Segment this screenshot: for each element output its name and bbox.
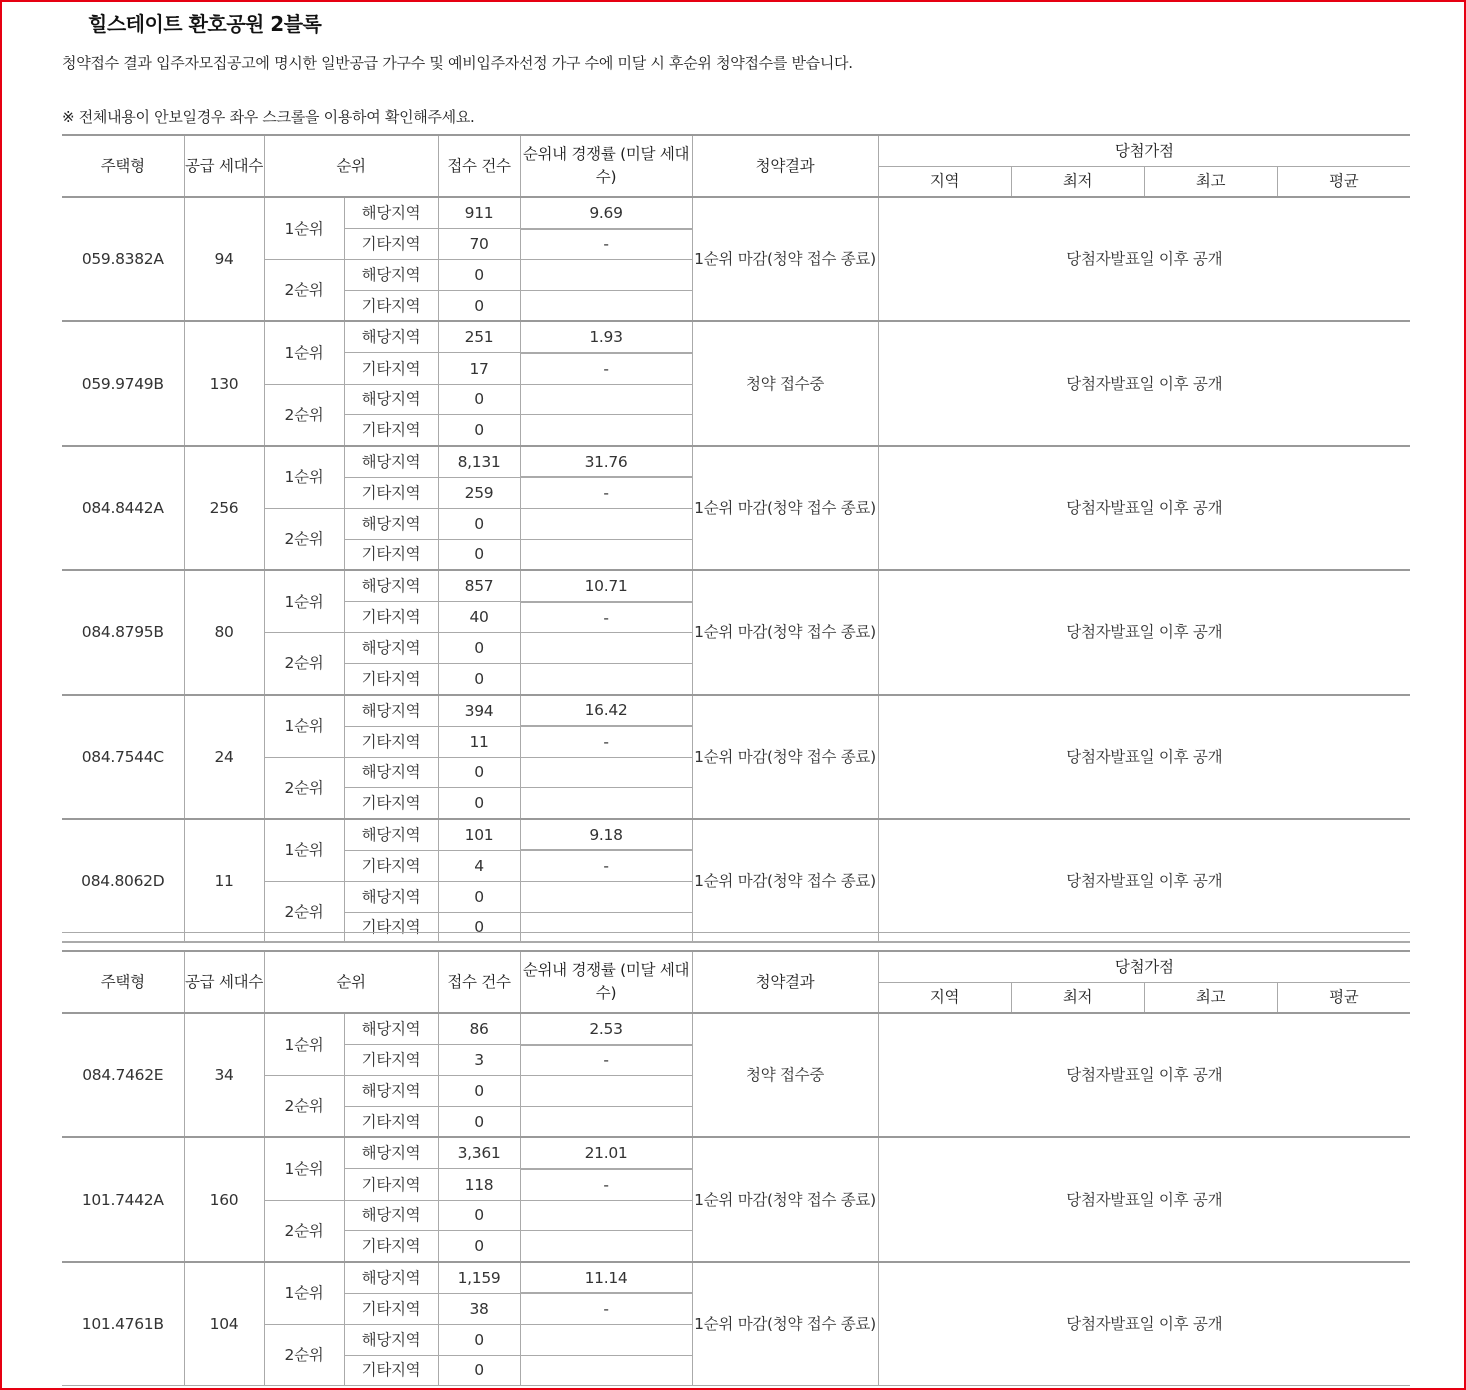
count-cell: 0 — [438, 757, 520, 788]
table-row — [62, 819, 1410, 851]
competition-rate-cell — [520, 1076, 692, 1107]
rank-1-label: 1순위 — [264, 570, 344, 633]
housing-type-cell: 084.7544C — [62, 695, 184, 819]
header-rank: 순위 — [264, 951, 438, 1013]
competition-rate-cell: - — [520, 1045, 692, 1076]
rank-1-label: 1순위 — [264, 446, 344, 509]
supply-units-cell: 80 — [184, 570, 264, 694]
competition-rate-cell: - — [520, 1293, 692, 1324]
rank-2-label: 2순위 — [264, 882, 344, 943]
result-cell: 1순위 마감(청약 접수 종료) — [692, 1262, 878, 1386]
region-local-label: 해당지역 — [344, 1076, 438, 1107]
region-local-label: 해당지역 — [344, 508, 438, 539]
competition-rate-cell — [520, 384, 692, 415]
count-cell: 8,131 — [438, 446, 520, 478]
score-pending-cell: 당첨자발표일 이후 공개 — [878, 1262, 1410, 1386]
rank-2-label: 2순위 — [264, 1200, 344, 1262]
table-row — [62, 695, 1410, 727]
region-other-label: 기타지역 — [344, 477, 438, 508]
count-cell: 0 — [438, 539, 520, 570]
header-result: 청약결과 — [692, 951, 878, 1013]
count-cell: 0 — [438, 912, 520, 943]
count-cell: 40 — [438, 602, 520, 633]
result-cell: 1순위 마감(청약 접수 종료) — [692, 446, 878, 570]
count-cell: 0 — [438, 1355, 520, 1386]
competition-rate-cell — [520, 1106, 692, 1137]
header-rate: 순위내 경쟁률 (미달 세대수) — [520, 135, 692, 197]
count-cell: 3,361 — [438, 1137, 520, 1169]
count-cell: 1,159 — [438, 1262, 520, 1294]
count-cell: 86 — [438, 1013, 520, 1045]
scroll-note: ※ 전체내용이 안보일경우 좌우 스크롤을 이용하여 확인해주세요. — [62, 108, 475, 126]
page-title: 힐스테이트 환호공원 2블록 — [88, 12, 322, 36]
result-cell: 청약 접수중 — [692, 321, 878, 445]
competition-rate-cell: 10.71 — [520, 570, 692, 602]
housing-type-cell: 084.8062D — [62, 819, 184, 943]
count-cell: 394 — [438, 695, 520, 727]
supply-units-cell: 24 — [184, 695, 264, 819]
table-row — [62, 1013, 1410, 1045]
count-cell: 11 — [438, 726, 520, 757]
results-table-1 — [62, 134, 1410, 943]
header-region: 지역 — [878, 167, 1011, 198]
result-cell: 청약 접수중 — [692, 1013, 878, 1137]
header-count: 접수 건수 — [438, 135, 520, 197]
region-other-label: 기타지역 — [344, 1231, 438, 1262]
count-cell: 0 — [438, 1324, 520, 1355]
region-local-label: 해당지역 — [344, 882, 438, 913]
rank-2-label: 2순위 — [264, 508, 344, 570]
score-pending-cell: 당첨자발표일 이후 공개 — [878, 819, 1410, 943]
competition-rate-cell: - — [520, 726, 692, 757]
region-other-label: 기타지역 — [344, 539, 438, 570]
region-local-label: 해당지역 — [344, 384, 438, 415]
rank-1-label: 1순위 — [264, 695, 344, 758]
region-other-label: 기타지역 — [344, 1045, 438, 1076]
header-rate: 순위내 경쟁률 (미달 세대수) — [520, 951, 692, 1013]
competition-rate-cell — [520, 508, 692, 539]
competition-rate-cell — [520, 633, 692, 664]
table-row — [62, 1137, 1410, 1169]
competition-rate-cell: 11.14 — [520, 1262, 692, 1294]
count-cell: 0 — [438, 663, 520, 694]
score-pending-cell: 당첨자발표일 이후 공개 — [878, 197, 1410, 321]
count-cell: 259 — [438, 477, 520, 508]
count-cell: 0 — [438, 788, 520, 819]
region-local-label: 해당지역 — [344, 1262, 438, 1294]
region-other-label: 기타지역 — [344, 1355, 438, 1386]
header-region: 지역 — [878, 983, 1011, 1014]
rank-1-label: 1순위 — [264, 819, 344, 882]
region-other-label: 기타지역 — [344, 415, 438, 446]
competition-rate-cell — [520, 788, 692, 819]
rank-2-label: 2순위 — [264, 1324, 344, 1385]
supply-units-cell: 34 — [184, 1013, 264, 1137]
header-count: 접수 건수 — [438, 951, 520, 1013]
region-local-label: 해당지역 — [344, 1137, 438, 1169]
region-other-label: 기타지역 — [344, 726, 438, 757]
region-other-label: 기타지역 — [344, 353, 438, 384]
competition-rate-cell: - — [520, 229, 692, 260]
count-cell: 38 — [438, 1293, 520, 1324]
competition-rate-cell: - — [520, 602, 692, 633]
housing-type-cell: 101.4761B — [62, 1262, 184, 1386]
competition-rate-cell — [520, 260, 692, 291]
region-local-label: 해당지역 — [344, 197, 438, 229]
header-result: 청약결과 — [692, 135, 878, 197]
description-text: 청약접수 결과 입주자모집공고에 명시한 일반공급 가구수 및 예비입주자선정 가구 수에 미달 시 후순위 청약접수를 받습니다. — [62, 54, 853, 72]
housing-type-cell: 084.7462E — [62, 1013, 184, 1137]
competition-rate-cell — [520, 1200, 692, 1231]
rank-1-label: 1순위 — [264, 1137, 344, 1200]
count-cell: 0 — [438, 508, 520, 539]
header-supply: 공급 세대수 — [184, 135, 264, 197]
region-other-label: 기타지역 — [344, 663, 438, 694]
count-cell: 17 — [438, 353, 520, 384]
score-pending-cell: 당첨자발표일 이후 공개 — [878, 1013, 1410, 1137]
competition-rate-cell: 2.53 — [520, 1013, 692, 1045]
region-other-label: 기타지역 — [344, 912, 438, 943]
result-cell: 1순위 마감(청약 접수 종료) — [692, 1137, 878, 1261]
competition-rate-cell — [520, 1231, 692, 1262]
table-row — [62, 446, 1410, 478]
supply-units-cell: 160 — [184, 1137, 264, 1261]
region-local-label: 해당지역 — [344, 695, 438, 727]
region-local-label: 해당지역 — [344, 1013, 438, 1045]
count-cell: 0 — [438, 1200, 520, 1231]
region-other-label: 기타지역 — [344, 850, 438, 881]
header-type: 주택형 — [62, 135, 184, 197]
count-cell: 0 — [438, 415, 520, 446]
rank-2-label: 2순위 — [264, 384, 344, 446]
table-row — [62, 197, 1410, 229]
competition-rate-cell: 1.93 — [520, 321, 692, 353]
rank-1-label: 1순위 — [264, 1013, 344, 1076]
score-pending-cell: 당첨자발표일 이후 공개 — [878, 321, 1410, 445]
count-cell: 0 — [438, 882, 520, 913]
region-other-label: 기타지역 — [344, 1293, 438, 1324]
housing-type-cell: 084.8795B — [62, 570, 184, 694]
region-local-label: 해당지역 — [344, 633, 438, 664]
header-max: 최고 — [1144, 167, 1277, 198]
region-local-label: 해당지역 — [344, 321, 438, 353]
competition-rate-cell — [520, 1324, 692, 1355]
count-cell: 0 — [438, 260, 520, 291]
competition-rate-cell — [520, 1355, 692, 1386]
table-separator — [62, 932, 1410, 942]
competition-rate-cell: 31.76 — [520, 446, 692, 478]
competition-rate-cell — [520, 539, 692, 570]
competition-rate-cell — [520, 290, 692, 321]
count-cell: 0 — [438, 1231, 520, 1262]
region-other-label: 기타지역 — [344, 1106, 438, 1137]
competition-rate-cell: - — [520, 477, 692, 508]
count-cell: 0 — [438, 290, 520, 321]
count-cell: 0 — [438, 1076, 520, 1107]
count-cell: 0 — [438, 1106, 520, 1137]
score-pending-cell: 당첨자발표일 이후 공개 — [878, 570, 1410, 694]
competition-rate-cell: 21.01 — [520, 1137, 692, 1169]
count-cell: 3 — [438, 1045, 520, 1076]
region-local-label: 해당지역 — [344, 446, 438, 478]
housing-type-cell: 084.8442A — [62, 446, 184, 570]
score-pending-cell: 당첨자발표일 이후 공개 — [878, 446, 1410, 570]
count-cell: 911 — [438, 197, 520, 229]
region-local-label: 해당지역 — [344, 1200, 438, 1231]
housing-type-cell: 101.7442A — [62, 1137, 184, 1261]
supply-units-cell: 130 — [184, 321, 264, 445]
header-min: 최저 — [1011, 983, 1144, 1014]
supply-units-cell: 11 — [184, 819, 264, 943]
result-cell: 1순위 마감(청약 접수 종료) — [692, 570, 878, 694]
count-cell: 101 — [438, 819, 520, 851]
table-row — [62, 1262, 1410, 1294]
competition-rate-cell: 9.18 — [520, 819, 692, 851]
region-local-label: 해당지역 — [344, 1324, 438, 1355]
table-row — [62, 570, 1410, 602]
rank-1-label: 1순위 — [264, 1262, 344, 1325]
result-cell: 1순위 마감(청약 접수 종료) — [692, 695, 878, 819]
supply-units-cell: 94 — [184, 197, 264, 321]
region-other-label: 기타지역 — [344, 1169, 438, 1200]
competition-rate-cell — [520, 882, 692, 913]
header-max: 최고 — [1144, 983, 1277, 1014]
rank-2-label: 2순위 — [264, 633, 344, 695]
competition-rate-cell — [520, 757, 692, 788]
header-score: 당첨가점 — [878, 951, 1410, 983]
count-cell: 0 — [438, 633, 520, 664]
result-cell: 1순위 마감(청약 접수 종료) — [692, 819, 878, 943]
count-cell: 857 — [438, 570, 520, 602]
supply-units-cell: 104 — [184, 1262, 264, 1386]
score-pending-cell: 당첨자발표일 이후 공개 — [878, 1137, 1410, 1261]
region-other-label: 기타지역 — [344, 229, 438, 260]
supply-units-cell: 256 — [184, 446, 264, 570]
count-cell: 4 — [438, 850, 520, 881]
housing-type-cell: 059.8382A — [62, 197, 184, 321]
region-other-label: 기타지역 — [344, 788, 438, 819]
region-other-label: 기타지역 — [344, 290, 438, 321]
rank-1-label: 1순위 — [264, 321, 344, 384]
header-score: 당첨가점 — [878, 135, 1410, 167]
header-type: 주택형 — [62, 951, 184, 1013]
competition-rate-cell: - — [520, 1169, 692, 1200]
competition-rate-cell — [520, 663, 692, 694]
header-avg: 평균 — [1277, 983, 1410, 1014]
rank-2-label: 2순위 — [264, 1076, 344, 1138]
header-supply: 공급 세대수 — [184, 951, 264, 1013]
header-avg: 평균 — [1277, 167, 1410, 198]
rank-2-label: 2순위 — [264, 757, 344, 819]
count-cell: 118 — [438, 1169, 520, 1200]
rank-2-label: 2순위 — [264, 260, 344, 322]
competition-rate-cell: 16.42 — [520, 695, 692, 727]
count-cell: 251 — [438, 321, 520, 353]
result-cell: 1순위 마감(청약 접수 종료) — [692, 197, 878, 321]
region-local-label: 해당지역 — [344, 819, 438, 851]
region-local-label: 해당지역 — [344, 570, 438, 602]
competition-rate-cell: 9.69 — [520, 197, 692, 229]
region-local-label: 해당지역 — [344, 757, 438, 788]
competition-rate-cell — [520, 415, 692, 446]
rank-1-label: 1순위 — [264, 197, 344, 260]
results-table-2 — [62, 950, 1410, 1386]
header-rank: 순위 — [264, 135, 438, 197]
table-row — [62, 321, 1410, 353]
count-cell: 0 — [438, 384, 520, 415]
region-local-label: 해당지역 — [344, 260, 438, 291]
header-min: 최저 — [1011, 167, 1144, 198]
region-other-label: 기타지역 — [344, 602, 438, 633]
score-pending-cell: 당첨자발표일 이후 공개 — [878, 695, 1410, 819]
competition-rate-cell: - — [520, 850, 692, 881]
count-cell: 70 — [438, 229, 520, 260]
housing-type-cell: 059.9749B — [62, 321, 184, 445]
competition-rate-cell: - — [520, 353, 692, 384]
